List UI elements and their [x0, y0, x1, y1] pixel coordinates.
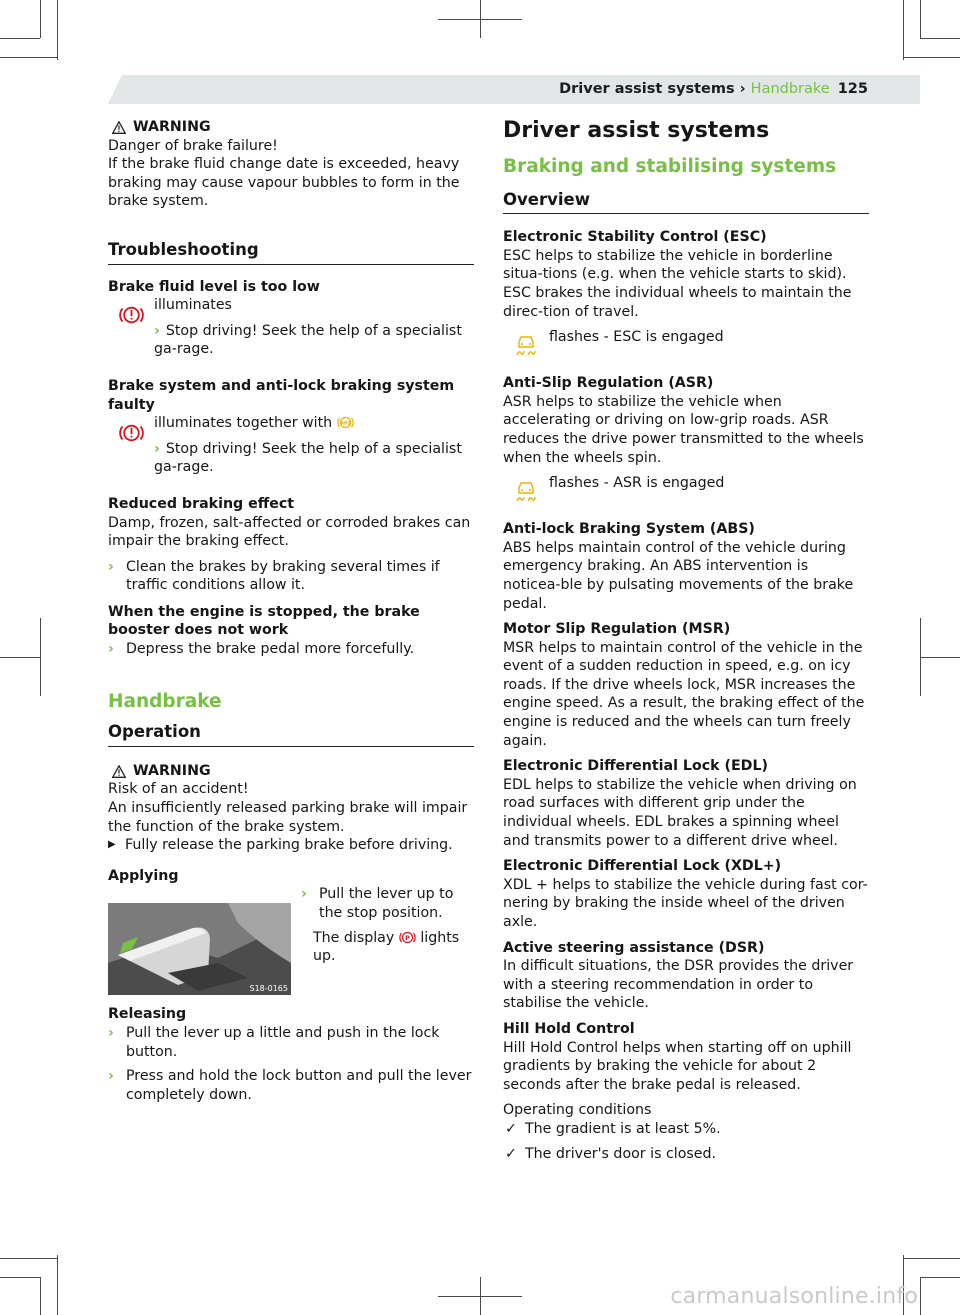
header-subsection[interactable]: Handbrake: [750, 81, 830, 97]
warning-box-handbrake: [108, 762, 474, 855]
abs-fault-title: Brake system and anti-lock braking system faulty: [108, 377, 455, 413]
conditions-title: Operating conditions: [503, 1102, 652, 1119]
dsr-title: Active steering assistance (DSR): [503, 939, 765, 956]
running-header: [559, 80, 868, 99]
esc-text: ESC helps to stabilize the vehicle in borderline situa-tions (e.g. when the vehicle starts to skid). ESC brakes the individual wheels to maintain the direc-tion of travel.: [503, 247, 852, 320]
check-icon: ✓: [505, 1145, 517, 1162]
image-code: S18-0165: [249, 984, 288, 994]
warning-triangle-icon: [112, 765, 126, 778]
display-note: The display P lights up.: [313, 929, 460, 965]
xdl-section: [503, 857, 869, 931]
action-step: › Depress the brake pedal more forcefully.: [108, 641, 415, 658]
braking-systems-heading: Braking and stabilising systems: [503, 156, 837, 177]
asr-text: ASR helps to stabilize the vehicle when accelerating or driving on low-grip roads. ASR reduces the drive power transmitted to the wheels when the wheels spin.: [503, 393, 864, 466]
action-step: › Stop driving! Seek the help of a specialist ga-rage.: [154, 440, 462, 476]
hhc-section: [503, 1020, 869, 1163]
abs-section: [503, 520, 869, 613]
xdl-text: XDL + helps to stabilize the vehicle during fast cor-nering by braking the inside wheel of the driven axle.: [503, 876, 868, 930]
fluid-low-section: [108, 278, 474, 359]
msr-title: Motor Slip Regulation (MSR): [503, 621, 731, 638]
operation-heading: Operation: [108, 723, 474, 747]
action-step: › Pull the lever up to the stop position.: [301, 886, 454, 921]
hhc-title: Hill Hold Control: [503, 1020, 635, 1037]
svg-text:ABS: ABS: [340, 421, 351, 427]
abs-fault-section: [108, 377, 474, 477]
releasing-section: [108, 1005, 474, 1104]
chevron-right-icon: ›: [108, 1068, 114, 1085]
warning-title: WARNING: [133, 762, 211, 779]
condition-item: ✓ The gradient is at least 5%.: [505, 1120, 721, 1137]
reduced-title: Reduced braking effect: [108, 495, 295, 512]
action-step: › Pull the lever up a little and push in the lock button.: [108, 1025, 440, 1060]
msr-section: [503, 620, 869, 750]
edl-title: Electronic Differential Lock (EDL): [503, 758, 768, 775]
warning-box-brake-fluid: [108, 118, 474, 211]
asr-lamp-row: [503, 474, 869, 504]
asr-section: [503, 374, 869, 504]
handbrake-heading: Handbrake: [108, 690, 222, 712]
parking-brake-lamp-icon: [399, 930, 416, 945]
reduced-braking-section: [108, 495, 474, 595]
header-section[interactable]: Driver assist systems: [559, 81, 735, 97]
svg-text:P: P: [404, 933, 410, 942]
abs-text: ABS helps maintain control of the vehicle during emergency braking. An ABS intervention is noticea-ble by pulsating movements of the brake pedal.: [503, 539, 854, 612]
releasing-title: Releasing: [108, 1006, 187, 1023]
chevron-right-icon: ›: [108, 558, 114, 575]
asr-title: Anti-Slip Regulation (ASR): [503, 375, 714, 392]
abs-title: Anti-lock Braking System (ABS): [503, 521, 755, 538]
action-step: › Clean the brakes by braking several times if traffic conditions allow it.: [108, 558, 440, 594]
applying-title: Applying: [108, 867, 179, 884]
reduced-text: Damp, frozen, salt-affected or corroded brakes can impair the braking effect.: [108, 514, 471, 550]
fluid-low-title: Brake fluid level is too low: [108, 278, 320, 295]
warning-triangle-icon: [112, 121, 126, 134]
handbrake-lever-photo: [108, 903, 291, 995]
asr-skid-icon: [513, 480, 539, 504]
lamp-text: flashes - ESC is engaged: [549, 329, 724, 346]
esc-title: Electronic Stability Control (ESC): [503, 229, 767, 246]
brake-warning-lamp-icon: [118, 422, 145, 444]
chevron-right-icon: ›: [108, 641, 114, 658]
booster-section: [108, 603, 474, 659]
esc-section: [503, 228, 869, 358]
warning-line: If the brake fluid change date is exceeded, heavy braking may cause vapour bubbles to form in the brake system.: [108, 156, 460, 210]
applying-figure: [108, 885, 474, 995]
page-title: Driver assist systems: [503, 118, 770, 143]
page-number: 125: [837, 81, 868, 97]
msr-text: MSR helps to maintain control of the vehicle in the event of a sudden reduction in speed, e.g. on icy roads. If the drive wheels lock, MSR increases the engine speed. As a result, the braking effect of the engine is reduced and the wheels can turn freely again.: [503, 639, 865, 749]
watermark: carmanualsonline.info: [670, 1284, 918, 1310]
warning-line: An insufficiently released parking brake will impair the function of the brake system.: [108, 800, 468, 835]
condition-item: ✓ The driver's door is closed.: [505, 1145, 717, 1162]
overview-heading: Overview: [503, 191, 869, 215]
dsr-text: In difficult situations, the DSR provides the driver with a steering recommendation in order to stabilise the vehicle.: [503, 958, 854, 1012]
chevron-right-icon: ›: [154, 440, 160, 457]
action-step: › Stop driving! Seek the help of a specialist ga-rage.: [154, 322, 462, 358]
abs-lamp-icon: [337, 415, 354, 430]
booster-title: When the engine is stopped, the brake booster does not work: [108, 603, 420, 639]
chevron-right-icon: ›: [108, 1025, 114, 1041]
edl-text: EDL helps to stabilize the vehicle when driving on road surfaces with different grip under the individual wheels. EDL brakes a spinning wheel and transmits power to a different drive wheel.: [503, 776, 857, 849]
check-icon: ✓: [505, 1120, 517, 1137]
right-column: [503, 118, 869, 1169]
esc-lamp-row: [503, 328, 869, 358]
handbrake-lever-illustration: [108, 903, 291, 995]
warning-line: Risk of an accident!: [108, 781, 249, 798]
left-column: [108, 118, 474, 1110]
warning-title: WARNING: [133, 119, 211, 135]
lamp-text: illuminates: [154, 297, 232, 314]
chevron-right-icon: ›: [154, 322, 160, 339]
triangle-bullet-icon: ▶: [108, 839, 116, 851]
applying-steps: [301, 885, 474, 995]
warning-action: ▶ Fully release the parking brake before driving.: [108, 837, 453, 854]
warning-line: Danger of brake failure!: [108, 137, 278, 154]
header-separator: ›: [734, 81, 751, 97]
edl-section: [503, 757, 869, 850]
action-step: › Press and hold the lock button and pull the lever completely down.: [108, 1068, 472, 1103]
chevron-right-icon: ›: [301, 886, 307, 903]
troubleshooting-heading: Troubleshooting: [108, 241, 474, 265]
lamp-text: illuminates together with ABS: [154, 414, 474, 433]
xdl-title: Electronic Differential Lock (XDL+): [503, 858, 782, 875]
hhc-text: Hill Hold Control helps when starting off on uphill gradients by braking the vehicle for about 2 seconds after the brake pedal is released.: [503, 1039, 852, 1093]
dsr-section: [503, 939, 869, 1013]
lamp-text: flashes - ASR is engaged: [549, 475, 725, 492]
esc-skid-icon: [513, 334, 539, 358]
brake-warning-lamp-icon: [118, 304, 145, 326]
